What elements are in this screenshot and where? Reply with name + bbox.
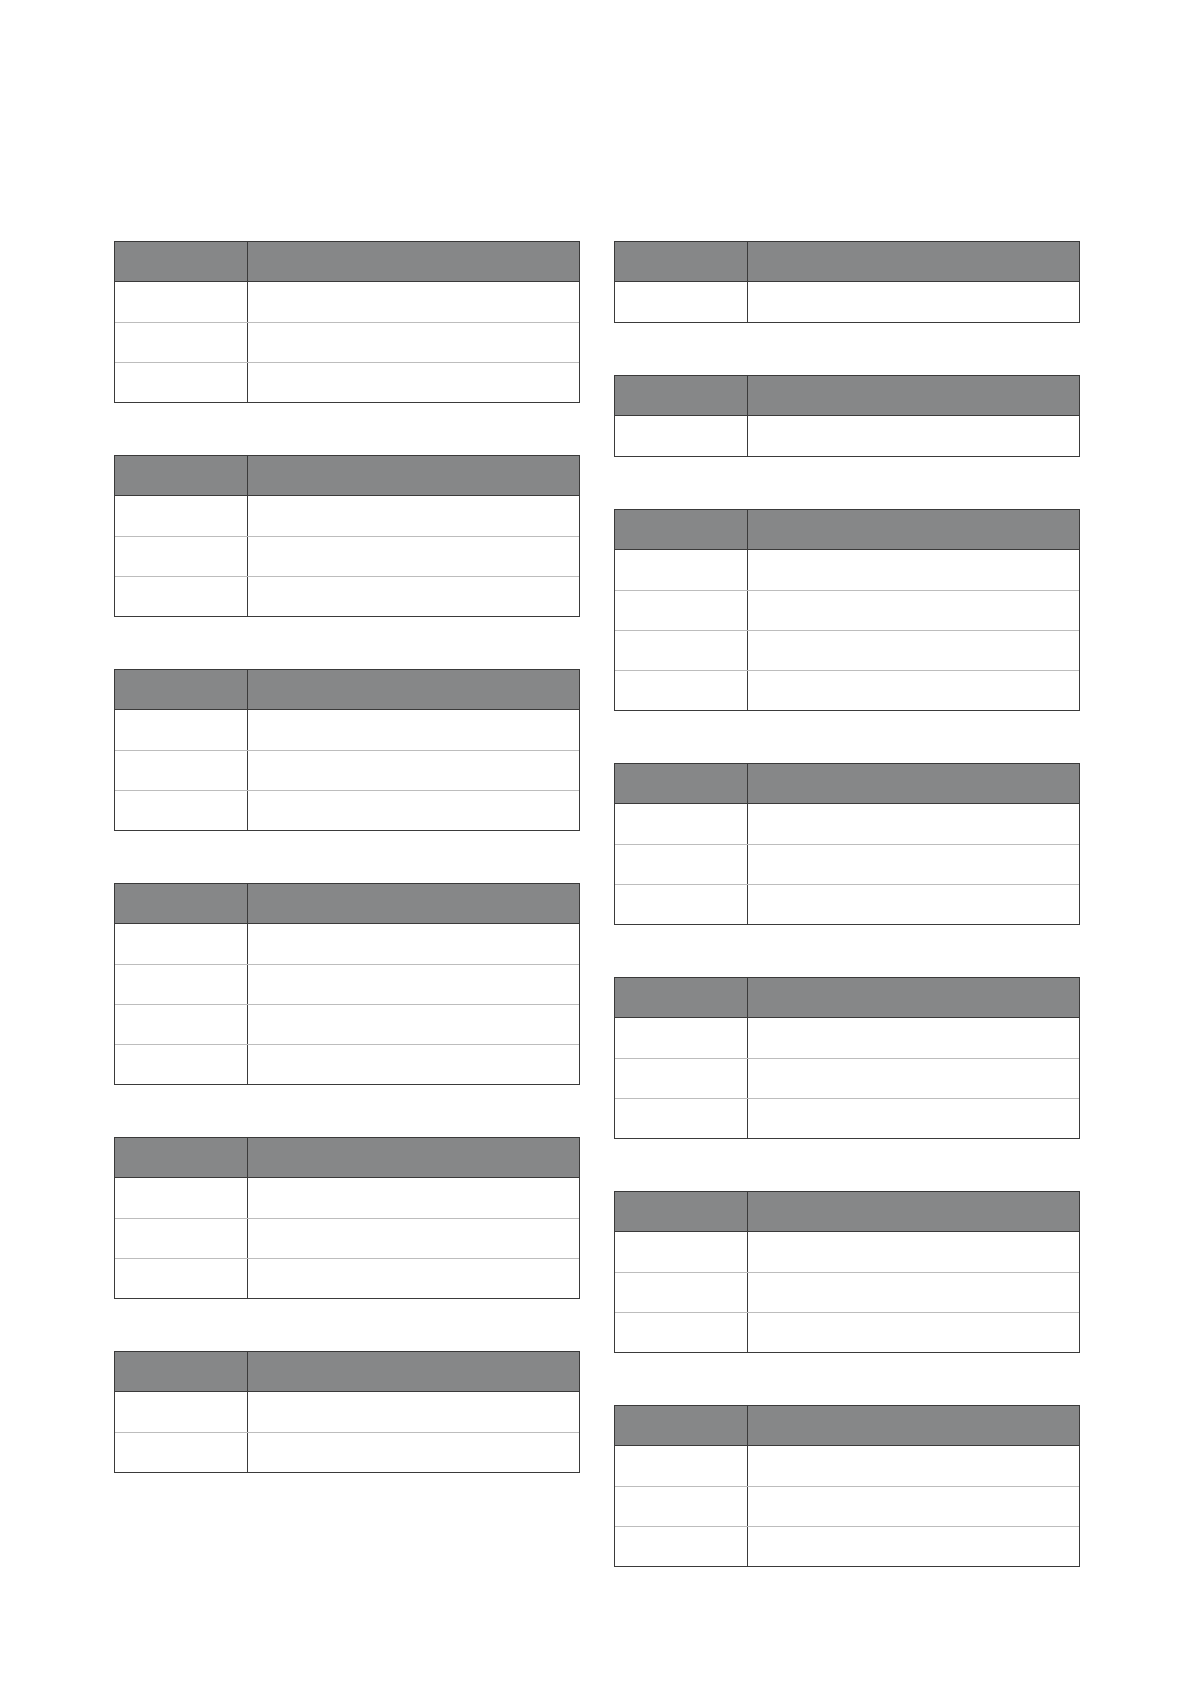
table-header [615,978,1079,1018]
table-row [115,1258,579,1298]
header-cell-1 [615,376,748,415]
table-right-7 [614,1405,1080,1567]
header-cell-2 [248,670,579,709]
table-cell [748,416,1079,456]
table-row [615,1018,1079,1058]
table-left-4 [114,883,580,1085]
table-cell [748,1232,1079,1272]
table-header [115,884,579,924]
table-cell [615,631,748,670]
table-row [615,844,1079,884]
table-cell [748,845,1079,884]
table-header [115,1352,579,1392]
header-cell-2 [248,1352,579,1391]
table-cell [115,537,248,576]
table-row [115,496,579,536]
header-cell-1 [615,510,748,549]
table-row [615,1312,1079,1352]
table-left-3 [114,669,580,831]
header-cell-2 [748,978,1079,1017]
table-cell [248,323,579,362]
header-cell-1 [115,242,248,281]
table-cell [615,550,748,590]
table-row [615,804,1079,844]
table-cell [115,965,248,1004]
table-header [115,242,579,282]
header-cell-2 [748,1192,1079,1231]
table-cell [748,550,1079,590]
header-cell-1 [615,764,748,803]
table-row [115,790,579,830]
table-right-4 [614,763,1080,925]
table-cell [248,924,579,964]
table-cell [748,885,1079,924]
table-cell [615,1099,748,1138]
table-cell [115,791,248,830]
table-cell [748,1527,1079,1566]
header-cell-2 [748,376,1079,415]
table-cell [115,1392,248,1432]
table-row [115,964,579,1004]
table-row [115,282,579,322]
table-cell [115,577,248,616]
table-cell [115,1045,248,1084]
table-cell [115,1259,248,1298]
table-cell [748,1099,1079,1138]
table-header [115,1138,579,1178]
table-cell [615,671,748,710]
table-row [615,884,1079,924]
table-cell [615,1232,748,1272]
table-header [615,376,1079,416]
table-cell [748,1059,1079,1098]
table-cell [115,710,248,750]
table-cell [748,671,1079,710]
table-cell [615,1313,748,1352]
header-cell-2 [248,1138,579,1177]
header-cell-2 [748,1406,1079,1445]
table-cell [248,363,579,402]
table-cell [115,1219,248,1258]
table-row [115,1178,579,1218]
table-row [615,550,1079,590]
table-row [115,362,579,402]
table-cell [115,924,248,964]
table-header [615,242,1079,282]
table-right-6 [614,1191,1080,1353]
table-cell [748,1273,1079,1312]
table-cell [615,1059,748,1098]
table-row [115,576,579,616]
table-cell [615,804,748,844]
header-cell-1 [615,242,748,281]
header-cell-2 [248,456,579,495]
table-cell [615,1018,748,1058]
table-row [615,1446,1079,1486]
table-cell [248,537,579,576]
header-cell-2 [248,242,579,281]
table-cell [748,591,1079,630]
header-cell-2 [248,884,579,923]
table-row [115,322,579,362]
table-cell [748,631,1079,670]
table-header [615,1406,1079,1446]
header-cell-1 [115,456,248,495]
table-cell [748,282,1079,322]
table-row [115,1432,579,1472]
table-header [615,764,1079,804]
table-left-2 [114,455,580,617]
table-cell [248,577,579,616]
header-cell-2 [748,242,1079,281]
table-cell [615,591,748,630]
table-cell [248,1392,579,1432]
table-right-5 [614,977,1080,1139]
table-cell [748,804,1079,844]
header-cell-1 [115,1352,248,1391]
table-row [615,416,1079,456]
table-row [115,1044,579,1084]
table-cell [748,1446,1079,1486]
table-right-3 [614,509,1080,711]
table-cell [748,1313,1079,1352]
table-cell [115,751,248,790]
table-cell [615,845,748,884]
table-cell [248,282,579,322]
table-row [115,1218,579,1258]
table-left-1 [114,241,580,403]
table-header [115,670,579,710]
header-cell-1 [115,1138,248,1177]
table-row [615,1232,1079,1272]
table-cell [615,416,748,456]
table-row [615,282,1079,322]
table-cell [248,1219,579,1258]
table-row [115,710,579,750]
table-cell [248,1005,579,1044]
header-cell-1 [615,1192,748,1231]
table-row [115,1004,579,1044]
table-row [615,670,1079,710]
table-row [115,924,579,964]
table-row [615,1058,1079,1098]
table-cell [115,1178,248,1218]
table-row [615,1486,1079,1526]
table-row [615,630,1079,670]
table-left-5 [114,1137,580,1299]
table-cell [248,751,579,790]
table-cell [615,1446,748,1486]
table-cell [115,496,248,536]
table-left-6 [114,1351,580,1473]
table-row [115,1392,579,1432]
header-cell-2 [748,510,1079,549]
header-cell-1 [115,884,248,923]
table-cell [248,1045,579,1084]
table-cell [248,496,579,536]
table-cell [248,1178,579,1218]
table-right-1 [614,241,1080,323]
table-header [115,456,579,496]
table-header [615,1192,1079,1232]
table-cell [115,323,248,362]
header-cell-2 [748,764,1079,803]
table-cell [248,710,579,750]
table-cell [748,1487,1079,1526]
table-row [615,1098,1079,1138]
table-cell [615,282,748,322]
table-row [615,590,1079,630]
table-cell [615,885,748,924]
table-cell [248,1433,579,1472]
header-cell-1 [115,670,248,709]
table-header [615,510,1079,550]
table-row [615,1272,1079,1312]
table-row [615,1526,1079,1566]
header-cell-1 [615,1406,748,1445]
table-row [115,536,579,576]
table-cell [248,791,579,830]
table-cell [748,1018,1079,1058]
table-cell [615,1487,748,1526]
header-cell-1 [615,978,748,1017]
table-cell [248,965,579,1004]
table-cell [115,1005,248,1044]
table-right-2 [614,375,1080,457]
table-cell [115,282,248,322]
table-cell [248,1259,579,1298]
table-cell [115,1433,248,1472]
table-cell [615,1527,748,1566]
table-cell [115,363,248,402]
table-row [115,750,579,790]
table-cell [615,1273,748,1312]
